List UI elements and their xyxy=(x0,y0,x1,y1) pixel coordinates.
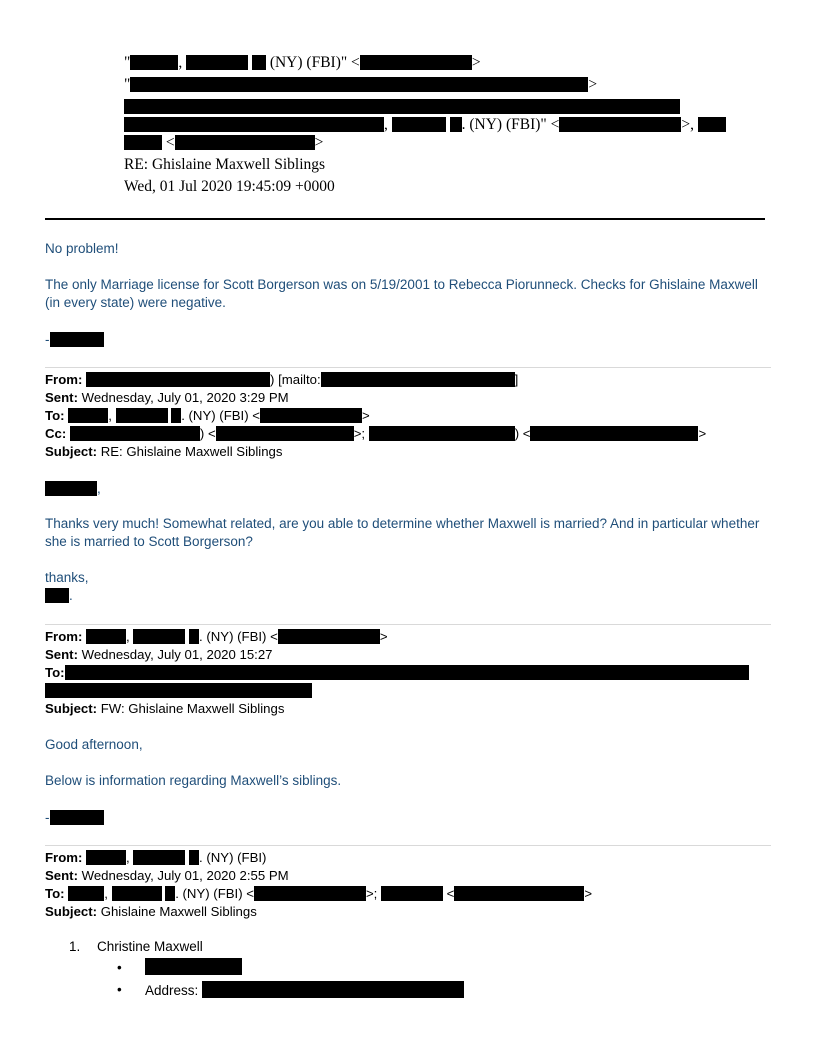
redaction xyxy=(86,372,270,387)
msg1-sent: Wednesday, July 01, 2020 3:29 PM xyxy=(81,390,289,405)
header-cc-agency: . (NY) (FBI)" < xyxy=(461,116,560,133)
header-from-agency: (NY) (FBI)" < xyxy=(269,54,360,71)
msg2-from-label: From: xyxy=(45,629,83,644)
msg3-sent: Wednesday, July 01, 2020 2:55 PM xyxy=(81,868,289,883)
msg1-salutation: , xyxy=(45,480,773,498)
msg3-subject-label: Subject: xyxy=(45,904,98,919)
redaction xyxy=(130,55,178,70)
redaction xyxy=(130,77,588,92)
msg2-body: Below is information regarding Maxwell’s siblings. xyxy=(45,773,342,788)
msg3-to-row: To: , . (NY) (FBI) < >; < > xyxy=(45,886,593,901)
msg1-from-row: From: ) [mailto: ] xyxy=(45,372,519,387)
redaction xyxy=(171,408,181,423)
redaction xyxy=(252,55,266,70)
bullet: • xyxy=(117,982,122,997)
msg1-cc-label: Cc: xyxy=(45,426,67,441)
msg3-sent-label: Sent: xyxy=(45,868,78,883)
msg3-from-agency: . (NY) (FBI) xyxy=(199,850,267,865)
redaction xyxy=(86,629,126,644)
message-separator xyxy=(45,624,771,625)
reply-greeting: No problem! xyxy=(45,241,119,256)
redaction xyxy=(45,588,69,603)
redaction xyxy=(189,629,199,644)
redaction xyxy=(124,117,384,132)
redaction xyxy=(254,886,366,901)
redaction xyxy=(698,117,726,132)
header-subject: RE: Ghislaine Maxwell Siblings xyxy=(124,156,326,173)
msg1-signature: . xyxy=(45,587,773,605)
header-cc-value-3: < > xyxy=(124,134,323,152)
msg2-subject-label: Subject: xyxy=(45,701,98,716)
redaction xyxy=(50,332,104,347)
msg1-sent-label: Sent: xyxy=(45,390,78,405)
msg1-from-label: From: xyxy=(45,372,83,387)
redaction xyxy=(133,629,185,644)
redaction xyxy=(45,481,97,496)
redaction xyxy=(454,886,584,901)
msg1-body: Thanks very much! Somewhat related, are you able to determine whether Maxwell is married? And in particular whether she is married to Scott Borgerson? xyxy=(45,516,760,549)
sibling-detail-redacted xyxy=(145,958,242,975)
redaction xyxy=(450,117,462,132)
redaction xyxy=(189,850,199,865)
msg1-subject: RE: Ghislaine Maxwell Siblings xyxy=(100,444,283,459)
redaction xyxy=(70,426,200,441)
redaction xyxy=(65,665,749,680)
redaction xyxy=(116,408,168,423)
redaction xyxy=(216,426,354,441)
msg1-subject-row xyxy=(45,443,282,461)
header-date: Wed, 01 Jul 2020 19:45:09 +0000 xyxy=(124,178,335,195)
msg2-greeting: Good afternoon, xyxy=(45,737,143,752)
header-from-value: " , (NY) (FBI)" < > xyxy=(124,54,481,71)
msg3-subject-row xyxy=(45,903,257,921)
signature-dash: - xyxy=(45,332,50,347)
redaction xyxy=(360,55,472,70)
msg3-to-agency: . (NY) (FBI) < xyxy=(175,886,254,901)
header-from-close: > xyxy=(471,54,481,71)
redaction xyxy=(68,408,108,423)
msg1-to-agency: . (NY) (FBI) < xyxy=(181,408,260,423)
msg2-sent-row xyxy=(45,646,273,664)
redaction xyxy=(124,99,680,114)
redaction xyxy=(86,850,126,865)
address-label: Address: xyxy=(145,983,199,998)
redaction xyxy=(68,886,104,901)
msg3-from-row: From: , . (NY) (FBI) xyxy=(45,850,267,865)
msg2-signature xyxy=(45,809,773,827)
message-separator xyxy=(45,367,771,368)
msg1-subject-label: Subject: xyxy=(45,444,98,459)
msg1-sent-row xyxy=(45,389,289,407)
sibling-list-item: Christine Maxwell xyxy=(97,939,203,954)
redaction xyxy=(278,629,380,644)
redaction xyxy=(559,117,681,132)
redaction xyxy=(369,426,515,441)
bullet: • xyxy=(117,960,122,975)
redaction xyxy=(112,886,162,901)
msg3-subject: Ghislaine Maxwell Siblings xyxy=(100,904,257,919)
msg2-sent: Wednesday, July 01, 2020 15:27 xyxy=(81,647,273,662)
redaction xyxy=(50,810,104,825)
header-cc-value-2: , . (NY) (FBI)" < >, xyxy=(124,116,726,134)
msg1-closing: thanks, xyxy=(45,570,89,585)
msg3-from-label: From: xyxy=(45,850,83,865)
sibling-list-number: 1. xyxy=(69,939,81,954)
msg2-to-row-2 xyxy=(45,682,312,700)
redaction xyxy=(186,55,248,70)
msg2-subject: FW: Ghislaine Maxwell Siblings xyxy=(100,701,285,716)
reply-signature xyxy=(45,331,773,349)
redaction xyxy=(202,981,464,998)
redaction xyxy=(124,135,162,150)
sibling-address xyxy=(145,981,464,998)
msg3-sent-row xyxy=(45,867,289,885)
msg2-sent-label: Sent: xyxy=(45,647,78,662)
msg3-to-label: To: xyxy=(45,886,65,901)
redaction xyxy=(45,683,312,698)
redaction xyxy=(260,408,362,423)
msg2-from-agency: . (NY) (FBI) < xyxy=(199,629,278,644)
msg1-mailto: ) [mailto: xyxy=(270,372,321,387)
redaction xyxy=(133,850,185,865)
message-separator xyxy=(45,845,771,846)
msg1-to-row: To: , . (NY) (FBI) < > xyxy=(45,408,370,423)
signature-dash: - xyxy=(45,810,50,825)
redaction xyxy=(145,958,242,975)
msg1-to-label: To: xyxy=(45,408,65,423)
msg1-cc-row: Cc: ) < >; ) < > xyxy=(45,426,707,441)
header-cc-value xyxy=(124,98,680,116)
msg2-subject-row xyxy=(45,700,284,718)
redaction xyxy=(175,135,315,150)
msg2-to-row xyxy=(45,664,749,682)
redaction xyxy=(165,886,175,901)
msg2-to-label: To: xyxy=(45,665,65,680)
redaction xyxy=(321,372,515,387)
redaction xyxy=(381,886,443,901)
redaction xyxy=(530,426,698,441)
redaction xyxy=(392,117,446,132)
header-divider xyxy=(45,218,765,220)
header-to-value: " > xyxy=(124,76,598,93)
reply-body: The only Marriage license for Scott Borgerson was on 5/19/2001 to Rebecca Piorunneck. Checks for Ghislaine Maxwell (in every state) were negative. xyxy=(45,277,758,310)
msg2-from-row: From: , . (NY) (FBI) < > xyxy=(45,629,388,644)
